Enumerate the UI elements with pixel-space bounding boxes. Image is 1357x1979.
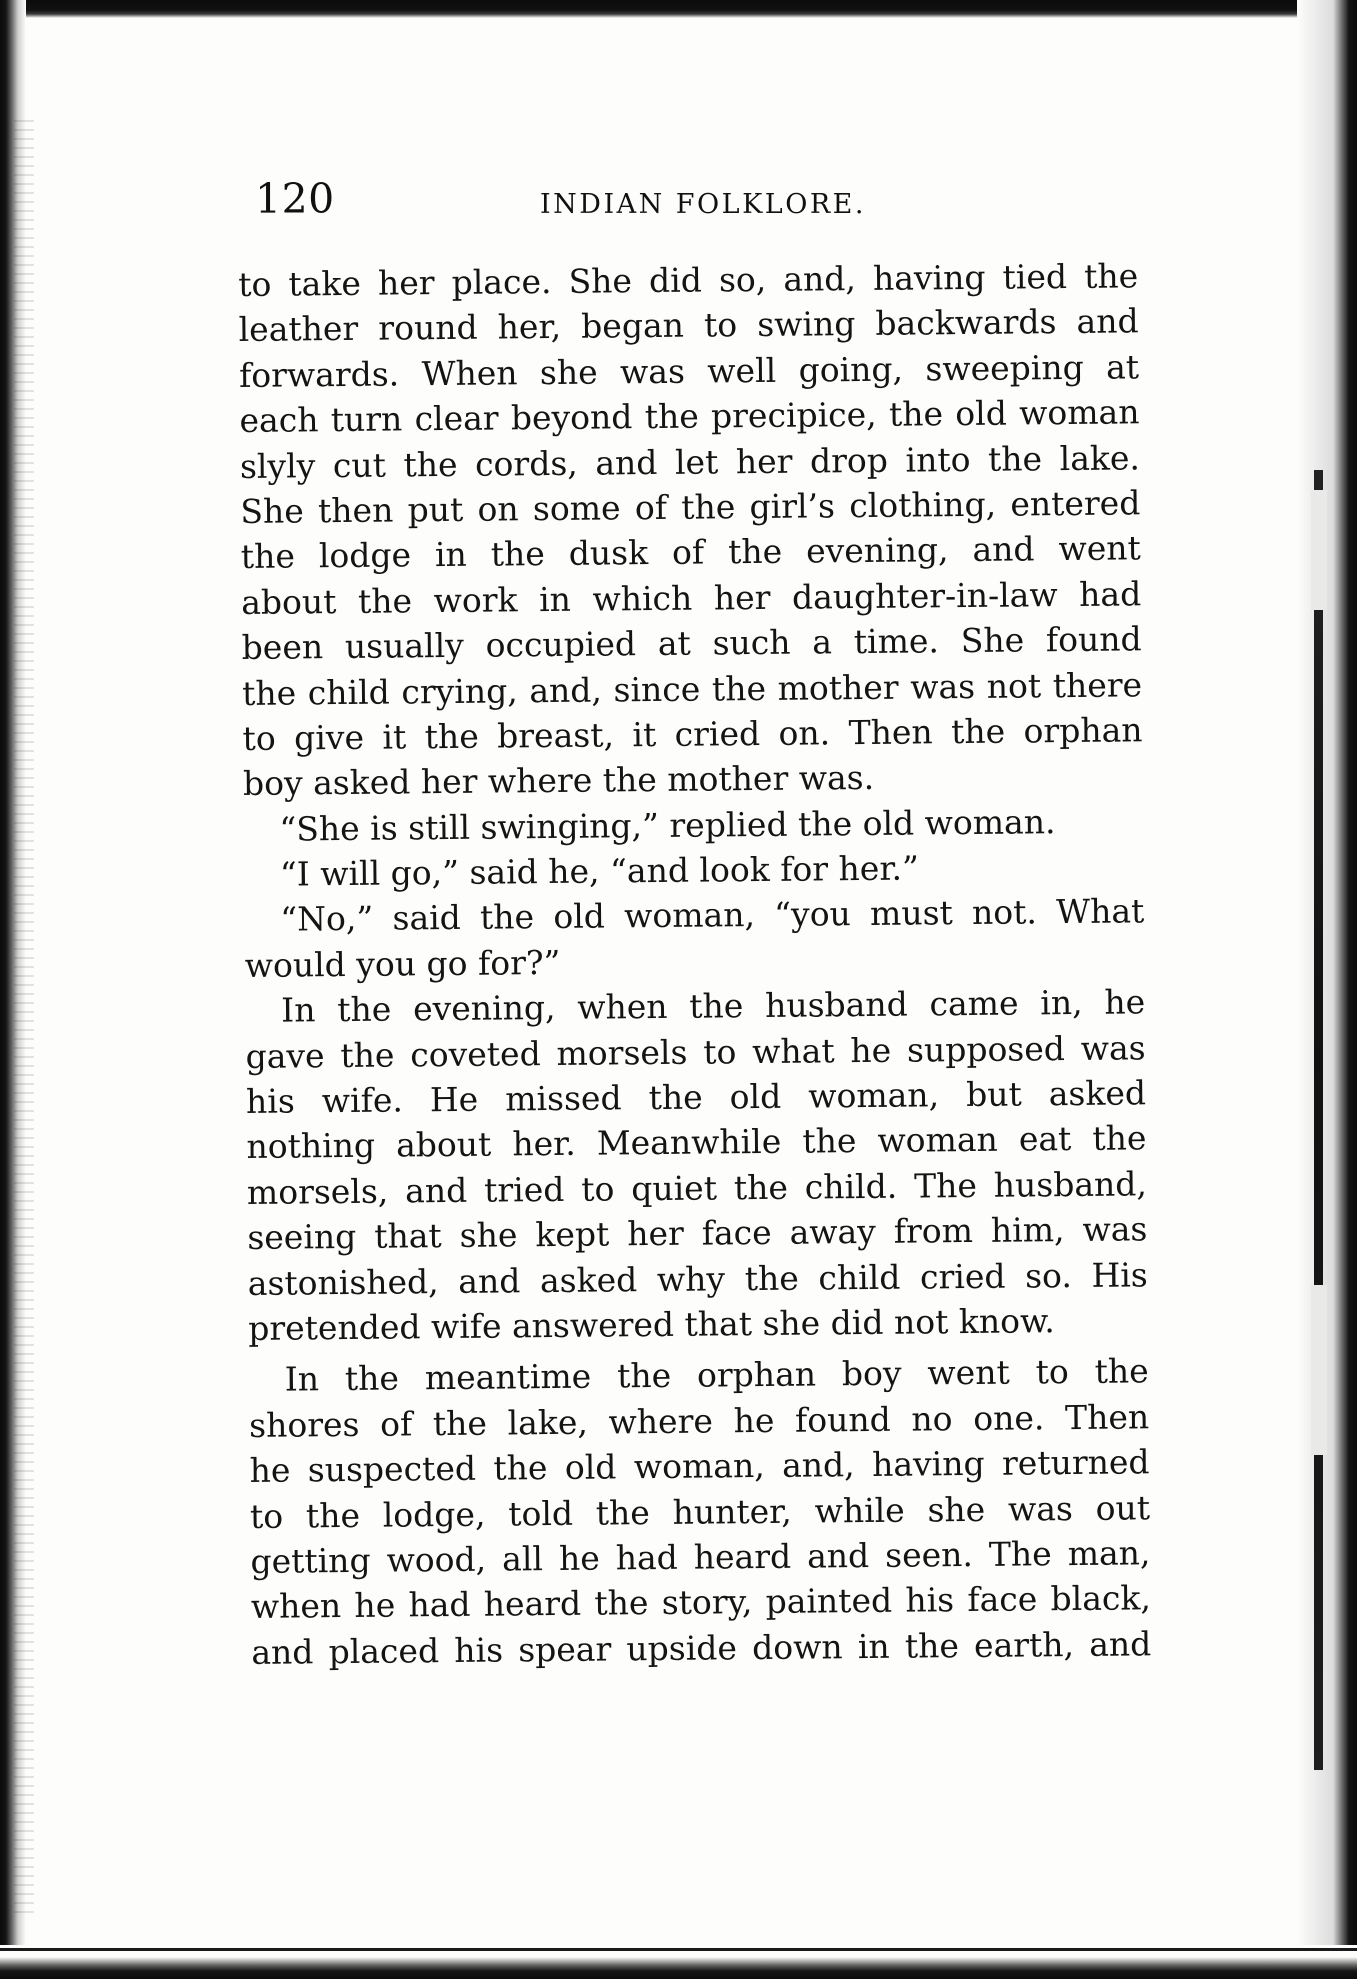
text-line: gave the coveted morsels to what he supposed was [245, 1027, 1146, 1076]
running-head: INDIAN FOLKLORE. [540, 189, 866, 220]
page-header [255, 175, 1155, 225]
text-line: to give it the breast, it cried on. Then the orphan [242, 710, 1143, 758]
dialogue-line: “She is still swinging,” replied the old woman. [279, 801, 1056, 849]
scan-gutter-speckle [14, 120, 34, 1920]
paragraph-start: In the meantime the orphan boy went to the [284, 1351, 1149, 1399]
scan-binding-edge [1314, 470, 1323, 1770]
scan-shadow-right [1297, 0, 1357, 1979]
text-line: She then put on some of the girl’s clothing, entered [240, 483, 1141, 531]
text-line: each turn clear beyond the precipice, the old woman [239, 392, 1140, 441]
text-line: would you go for?” [244, 942, 561, 985]
text-line: been usually occupied at such a time. She found [241, 619, 1142, 668]
text-line: leather round her, began to swing backwards and [238, 301, 1139, 350]
scan-shadow-top [0, 0, 1357, 18]
text-line: forwards. When she was well going, sweeping at [238, 347, 1140, 395]
text-line: pretended wife answered that she did not know. [248, 1301, 1055, 1348]
text-line: the lodge in the dusk of the evening, and went [240, 528, 1141, 577]
scan-bottom-rule [0, 1948, 1357, 1951]
dialogue-line: “No,” said the old woman, “you must not. What [280, 891, 1145, 940]
body-text [238, 253, 1152, 1675]
text-line: to take her place. She did so, and, having tied the [238, 256, 1139, 304]
text-line: morsels, and tried to quiet the child. The husband, [246, 1164, 1148, 1212]
text-line: seeing that she kept her face away from him, was [247, 1209, 1148, 1258]
paragraph-start: In the evening, when the husband came in, he [280, 982, 1146, 1030]
text-line: his wife. He missed the old woman, but asked [245, 1073, 1147, 1121]
text-line: getting wood, all he had heard and seen. The man, [250, 1533, 1151, 1581]
text-line: he suspected the old woman, and, having returned [249, 1442, 1150, 1491]
text-line: nothing about her. Meanwhile the woman eat the [246, 1118, 1147, 1167]
text-line: the child crying, and, since the mother was not there [241, 664, 1143, 713]
scan-binding-gap [1311, 1285, 1327, 1455]
text-line: when he had heard the story, painted his face black, [250, 1578, 1152, 1627]
text-line: boy asked her where the mother was. [242, 758, 875, 804]
scan-binding-gap [1311, 490, 1327, 610]
text-line: about the work in which her daughter-in-law had [241, 574, 1142, 622]
text-line: to the lodge, told the hunter, while she was out [249, 1487, 1151, 1536]
text-line: astonished, and asked why the child cried so. His [247, 1254, 1148, 1303]
page-number: 120 [255, 175, 335, 223]
text-line: and placed his spear upside down in the earth, and [251, 1624, 1152, 1672]
text-line: shores of the lake, where he found no one. Then [248, 1397, 1150, 1445]
dialogue-line: “I will go,” said he, “and look for her.” [279, 848, 920, 894]
text-line: slyly cut the cords, and let her drop into the lake. [239, 437, 1141, 486]
